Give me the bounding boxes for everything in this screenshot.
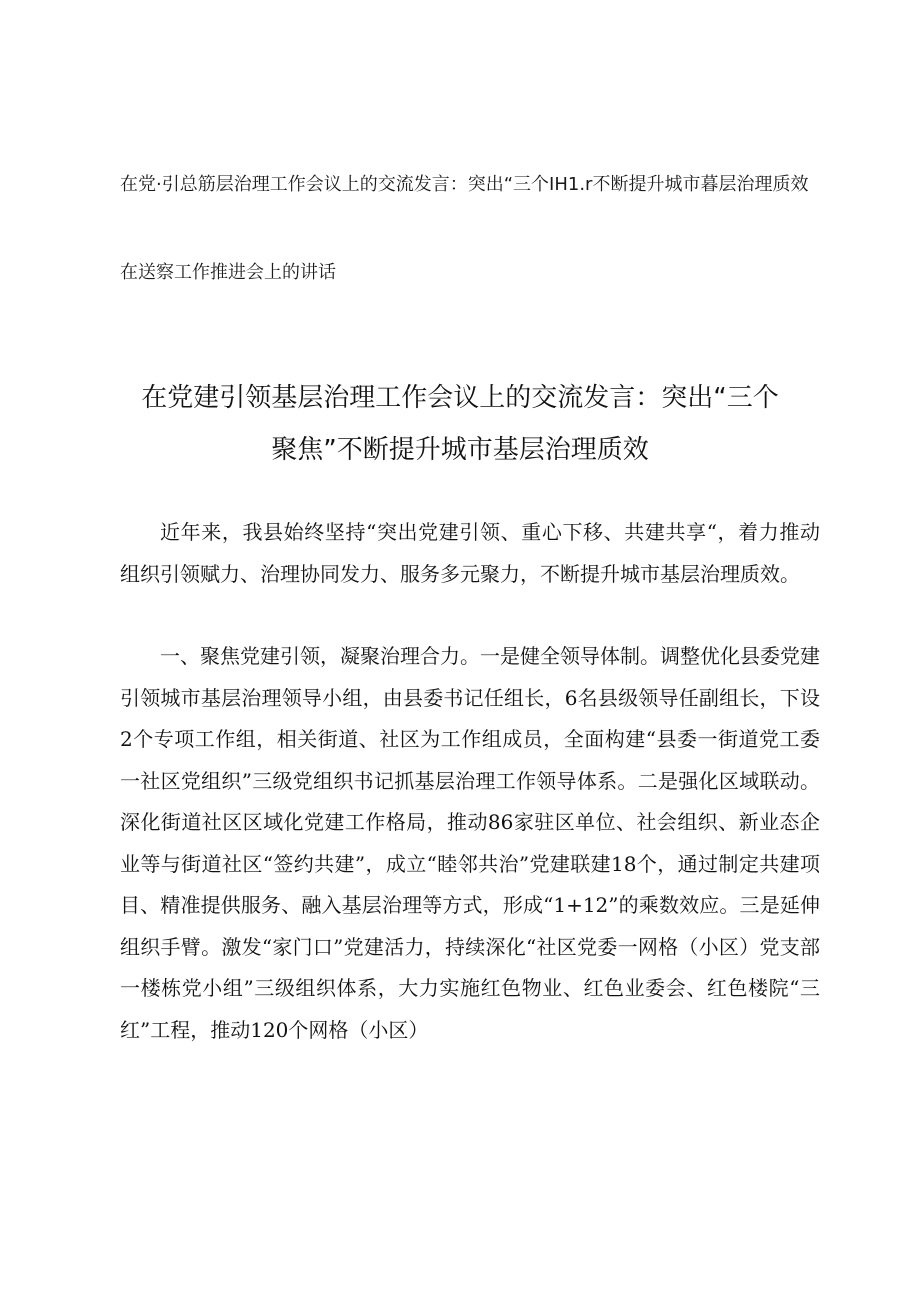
toc-item-exchange-speech: 在党·引总筋层治理工作会议上的交流发言：突出“三个IH1.r不断提升城市暮层治理质效 xyxy=(120,174,809,195)
article-title: 在党建引领基层治理工作会议上的交流发言：突出“三个聚焦”不断提升城市基层治理质效 xyxy=(141,383,779,465)
article-paragraph-section-one: 一、聚焦党建引领，凝聚治理合力。一是健全领导体制。调整优化县委党建引领城市基层治理领导小组，由县委书记任组长，6名县级领导任副组长，下设2个专项工作组，相关街道、社区为工作组成员，全面构建“县委一街道党工委一社区党组织”三级党组织书记抓基层治理工作领导体系。二是强化区域联动。深化街道社区区域化党建工作格局，推动86家驻区单位、社会组织、新业态企业等与街道社区“签约共建”，成立“睦邻共治”党建联建18个，通过制定共建项目、精准提供服务、融入基层治理等方式，形成“1+12”的乘数效应。三是延伸组织手臂。激发“家门口”党建活力，持续深化“社区党委一网格（小区）党支部一楼栋党小组”三级组织体系，大力实施红色物业、红色业委会、红色楼院“三红”工程，推动120个网格（小区） xyxy=(120,644,820,1042)
article-paragraph-intro: 近年来，我县始终坚持“突出党建引领、重心下移、共建共享“，着力推动组织引领赋力、治理协同发力、服务多元聚力，不断提升城市基层治理质效。 xyxy=(120,520,820,586)
toc-item-inspection-speech: 在送察工作推进会上的讲话 xyxy=(120,262,336,283)
